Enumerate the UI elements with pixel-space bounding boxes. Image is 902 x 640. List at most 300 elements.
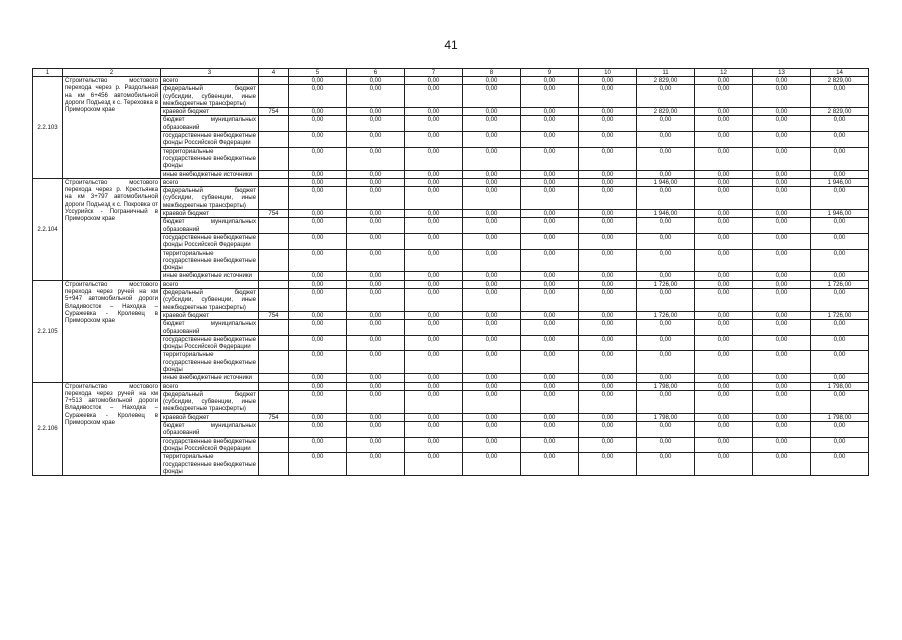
amount-cell: 0,00 bbox=[695, 170, 753, 178]
amount-cell: 0,00 bbox=[695, 187, 753, 210]
amount-cell: 0,00 bbox=[753, 249, 811, 272]
grbs-code bbox=[259, 320, 289, 336]
amount-cell: 1 726,00 bbox=[637, 311, 695, 319]
amount-cell: 1 798,00 bbox=[811, 382, 869, 390]
amount-cell: 0,00 bbox=[753, 77, 811, 85]
column-header: 12 bbox=[695, 69, 753, 77]
amount-cell: 0,00 bbox=[695, 147, 753, 170]
amount-cell: 0,00 bbox=[695, 413, 753, 421]
amount-cell: 0,00 bbox=[811, 233, 869, 249]
amount-cell: 0,00 bbox=[405, 233, 463, 249]
grbs-code bbox=[259, 132, 289, 148]
amount-cell: 1 946,00 bbox=[811, 178, 869, 186]
amount-cell: 0,00 bbox=[347, 289, 405, 312]
amount-cell: 0,00 bbox=[637, 187, 695, 210]
amount-cell: 0,00 bbox=[347, 233, 405, 249]
amount-cell: 0,00 bbox=[753, 280, 811, 288]
funding-source: иные внебюджетные источники bbox=[161, 170, 259, 178]
grbs-code bbox=[259, 272, 289, 280]
grbs-code bbox=[259, 422, 289, 438]
amount-cell: 0,00 bbox=[405, 374, 463, 382]
amount-cell: 0,00 bbox=[753, 311, 811, 319]
amount-cell: 0,00 bbox=[405, 132, 463, 148]
funding-source: иные внебюджетные источники bbox=[161, 272, 259, 280]
amount-cell: 0,00 bbox=[289, 413, 347, 421]
amount-cell: 0,00 bbox=[463, 147, 521, 170]
amount-cell: 0,00 bbox=[405, 280, 463, 288]
amount-cell: 0,00 bbox=[521, 249, 579, 272]
amount-cell: 0,00 bbox=[289, 289, 347, 312]
grbs-code: 754 bbox=[259, 311, 289, 319]
amount-cell: 0,00 bbox=[405, 147, 463, 170]
amount-cell: 0,00 bbox=[579, 437, 637, 453]
amount-cell: 0,00 bbox=[521, 437, 579, 453]
amount-cell: 0,00 bbox=[521, 311, 579, 319]
amount-cell: 0,00 bbox=[289, 320, 347, 336]
amount-cell: 0,00 bbox=[579, 249, 637, 272]
amount-cell: 0,00 bbox=[405, 320, 463, 336]
budget-table bbox=[32, 68, 869, 476]
funding-source: краевой бюджет bbox=[161, 413, 259, 421]
amount-cell: 0,00 bbox=[405, 335, 463, 351]
amount-cell: 0,00 bbox=[405, 108, 463, 116]
amount-cell: 0,00 bbox=[405, 351, 463, 374]
amount-cell: 0,00 bbox=[753, 233, 811, 249]
amount-cell: 0,00 bbox=[405, 210, 463, 218]
amount-cell: 0,00 bbox=[463, 289, 521, 312]
amount-cell: 0,00 bbox=[289, 335, 347, 351]
project-code: 2.2.106 bbox=[33, 382, 63, 476]
amount-cell: 0,00 bbox=[521, 147, 579, 170]
funding-source: федеральный бюджет (субсидии, субвенции, иные межбюджетные трансферты) bbox=[161, 85, 259, 108]
table-row bbox=[33, 77, 869, 85]
amount-cell: 0,00 bbox=[289, 233, 347, 249]
amount-cell: 0,00 bbox=[405, 390, 463, 413]
amount-cell: 0,00 bbox=[695, 132, 753, 148]
amount-cell: 0,00 bbox=[521, 116, 579, 132]
amount-cell: 0,00 bbox=[811, 374, 869, 382]
amount-cell: 0,00 bbox=[521, 170, 579, 178]
amount-cell: 0,00 bbox=[753, 272, 811, 280]
amount-cell: 0,00 bbox=[695, 108, 753, 116]
amount-cell: 0,00 bbox=[695, 85, 753, 108]
amount-cell: 0,00 bbox=[695, 335, 753, 351]
amount-cell: 0,00 bbox=[695, 249, 753, 272]
grbs-code bbox=[259, 187, 289, 210]
amount-cell: 0,00 bbox=[811, 147, 869, 170]
amount-cell: 0,00 bbox=[637, 374, 695, 382]
funding-source: территориальные государственные внебюджетные фонды bbox=[161, 147, 259, 170]
column-header: 1 bbox=[33, 69, 63, 77]
amount-cell: 0,00 bbox=[289, 390, 347, 413]
amount-cell: 0,00 bbox=[579, 147, 637, 170]
amount-cell: 0,00 bbox=[695, 289, 753, 312]
amount-cell: 0,00 bbox=[521, 280, 579, 288]
project-code: 2.2.103 bbox=[33, 77, 63, 179]
amount-cell: 0,00 bbox=[579, 289, 637, 312]
amount-cell: 0,00 bbox=[289, 108, 347, 116]
amount-cell: 0,00 bbox=[811, 453, 869, 476]
column-header: 3 bbox=[161, 69, 259, 77]
amount-cell: 0,00 bbox=[347, 374, 405, 382]
grbs-code bbox=[259, 77, 289, 85]
amount-cell: 0,00 bbox=[811, 187, 869, 210]
amount-cell: 0,00 bbox=[347, 311, 405, 319]
amount-cell: 0,00 bbox=[753, 374, 811, 382]
amount-cell: 0,00 bbox=[405, 422, 463, 438]
amount-cell: 0,00 bbox=[521, 374, 579, 382]
amount-cell: 0,00 bbox=[289, 187, 347, 210]
amount-cell: 0,00 bbox=[347, 77, 405, 85]
amount-cell: 0,00 bbox=[637, 170, 695, 178]
amount-cell: 0,00 bbox=[579, 413, 637, 421]
amount-cell: 0,00 bbox=[637, 233, 695, 249]
column-header: 5 bbox=[289, 69, 347, 77]
amount-cell: 0,00 bbox=[753, 116, 811, 132]
amount-cell: 0,00 bbox=[637, 390, 695, 413]
funding-source: государственные внебюджетные фонды Российской Федерации bbox=[161, 132, 259, 148]
amount-cell: 0,00 bbox=[463, 453, 521, 476]
amount-cell: 1 726,00 bbox=[811, 280, 869, 288]
amount-cell: 0,00 bbox=[579, 77, 637, 85]
column-header: 9 bbox=[521, 69, 579, 77]
amount-cell: 0,00 bbox=[579, 132, 637, 148]
amount-cell: 0,00 bbox=[637, 351, 695, 374]
funding-source: всего bbox=[161, 77, 259, 85]
project-name: Строительство мостового перехода через ручей на км 5+947 автомобильной дороги Владивосток – Находка – Суражевка - Кролевец в Приморском крае bbox=[63, 280, 161, 382]
amount-cell: 0,00 bbox=[811, 218, 869, 234]
amount-cell: 0,00 bbox=[347, 413, 405, 421]
amount-cell: 0,00 bbox=[521, 351, 579, 374]
amount-cell: 0,00 bbox=[347, 108, 405, 116]
amount-cell: 0,00 bbox=[405, 218, 463, 234]
amount-cell: 0,00 bbox=[463, 77, 521, 85]
grbs-code bbox=[259, 280, 289, 288]
amount-cell: 1 726,00 bbox=[811, 311, 869, 319]
amount-cell: 0,00 bbox=[753, 390, 811, 413]
amount-cell: 1 946,00 bbox=[637, 210, 695, 218]
amount-cell: 0,00 bbox=[695, 453, 753, 476]
project-code: 2.2.104 bbox=[33, 178, 63, 280]
amount-cell: 0,00 bbox=[637, 272, 695, 280]
amount-cell: 0,00 bbox=[753, 132, 811, 148]
amount-cell: 0,00 bbox=[753, 85, 811, 108]
amount-cell: 0,00 bbox=[695, 437, 753, 453]
funding-source: всего bbox=[161, 178, 259, 186]
amount-cell: 0,00 bbox=[463, 116, 521, 132]
project-name: Строительство мостового перехода через р. Раздольная на км 6+456 автомобильной дороги Подъезд к с. Тереховка в Приморском крае bbox=[63, 77, 161, 179]
amount-cell: 0,00 bbox=[753, 351, 811, 374]
amount-cell: 0,00 bbox=[463, 351, 521, 374]
amount-cell: 0,00 bbox=[637, 116, 695, 132]
column-header: 2 bbox=[63, 69, 161, 77]
amount-cell: 0,00 bbox=[637, 335, 695, 351]
amount-cell: 0,00 bbox=[521, 77, 579, 85]
amount-cell: 0,00 bbox=[695, 390, 753, 413]
grbs-code bbox=[259, 249, 289, 272]
amount-cell: 0,00 bbox=[463, 422, 521, 438]
amount-cell: 0,00 bbox=[521, 289, 579, 312]
amount-cell: 0,00 bbox=[521, 233, 579, 249]
amount-cell: 0,00 bbox=[811, 351, 869, 374]
amount-cell: 0,00 bbox=[521, 382, 579, 390]
grbs-code: 754 bbox=[259, 413, 289, 421]
amount-cell: 0,00 bbox=[463, 233, 521, 249]
amount-cell: 0,00 bbox=[463, 170, 521, 178]
amount-cell: 0,00 bbox=[289, 311, 347, 319]
funding-source: бюджет муниципальных образований bbox=[161, 116, 259, 132]
amount-cell: 0,00 bbox=[521, 210, 579, 218]
amount-cell: 1 946,00 bbox=[637, 178, 695, 186]
amount-cell: 0,00 bbox=[289, 272, 347, 280]
amount-cell: 0,00 bbox=[347, 280, 405, 288]
amount-cell: 2 829,00 bbox=[811, 108, 869, 116]
amount-cell: 0,00 bbox=[811, 272, 869, 280]
column-header: 10 bbox=[579, 69, 637, 77]
amount-cell: 0,00 bbox=[811, 422, 869, 438]
amount-cell: 0,00 bbox=[463, 210, 521, 218]
amount-cell: 0,00 bbox=[521, 422, 579, 438]
funding-source: государственные внебюджетные фонды Российской Федерации bbox=[161, 437, 259, 453]
amount-cell: 0,00 bbox=[579, 280, 637, 288]
column-header: 14 bbox=[811, 69, 869, 77]
amount-cell: 0,00 bbox=[695, 311, 753, 319]
amount-cell: 0,00 bbox=[695, 422, 753, 438]
grbs-code bbox=[259, 374, 289, 382]
amount-cell: 0,00 bbox=[347, 170, 405, 178]
amount-cell: 0,00 bbox=[347, 351, 405, 374]
page-number: 41 bbox=[444, 38, 458, 52]
grbs-code bbox=[259, 289, 289, 312]
amount-cell: 0,00 bbox=[753, 335, 811, 351]
amount-cell: 0,00 bbox=[347, 335, 405, 351]
amount-cell: 0,00 bbox=[521, 108, 579, 116]
amount-cell: 0,00 bbox=[347, 187, 405, 210]
amount-cell: 0,00 bbox=[811, 289, 869, 312]
grbs-code bbox=[259, 335, 289, 351]
amount-cell: 0,00 bbox=[753, 437, 811, 453]
amount-cell: 0,00 bbox=[463, 335, 521, 351]
amount-cell: 0,00 bbox=[289, 77, 347, 85]
amount-cell: 0,00 bbox=[289, 351, 347, 374]
grbs-code bbox=[259, 85, 289, 108]
amount-cell: 0,00 bbox=[811, 390, 869, 413]
amount-cell: 0,00 bbox=[347, 178, 405, 186]
funding-source: бюджет муниципальных образований bbox=[161, 320, 259, 336]
amount-cell: 0,00 bbox=[695, 77, 753, 85]
amount-cell: 0,00 bbox=[753, 147, 811, 170]
amount-cell: 1 798,00 bbox=[637, 413, 695, 421]
amount-cell: 0,00 bbox=[347, 147, 405, 170]
amount-cell: 0,00 bbox=[289, 170, 347, 178]
grbs-code bbox=[259, 453, 289, 476]
amount-cell: 0,00 bbox=[463, 320, 521, 336]
funding-source: территориальные государственные внебюджетные фонды bbox=[161, 453, 259, 476]
amount-cell: 0,00 bbox=[695, 218, 753, 234]
table-row bbox=[33, 280, 869, 288]
amount-cell: 0,00 bbox=[579, 390, 637, 413]
grbs-code bbox=[259, 233, 289, 249]
grbs-code: 754 bbox=[259, 108, 289, 116]
amount-cell: 0,00 bbox=[753, 108, 811, 116]
table-row bbox=[33, 178, 869, 186]
amount-cell: 0,00 bbox=[289, 210, 347, 218]
grbs-code bbox=[259, 390, 289, 413]
amount-cell: 0,00 bbox=[521, 413, 579, 421]
amount-cell: 0,00 bbox=[289, 374, 347, 382]
amount-cell: 0,00 bbox=[289, 422, 347, 438]
amount-cell: 0,00 bbox=[347, 437, 405, 453]
amount-cell: 0,00 bbox=[289, 249, 347, 272]
grbs-code bbox=[259, 170, 289, 178]
amount-cell: 0,00 bbox=[405, 311, 463, 319]
column-header: 11 bbox=[637, 69, 695, 77]
amount-cell: 0,00 bbox=[289, 147, 347, 170]
amount-cell: 0,00 bbox=[637, 422, 695, 438]
amount-cell: 0,00 bbox=[463, 437, 521, 453]
amount-cell: 0,00 bbox=[521, 218, 579, 234]
amount-cell: 1 798,00 bbox=[637, 382, 695, 390]
amount-cell: 0,00 bbox=[579, 311, 637, 319]
amount-cell: 0,00 bbox=[463, 374, 521, 382]
amount-cell: 0,00 bbox=[405, 249, 463, 272]
amount-cell: 0,00 bbox=[347, 453, 405, 476]
amount-cell: 0,00 bbox=[579, 272, 637, 280]
funding-source: всего bbox=[161, 280, 259, 288]
grbs-code bbox=[259, 218, 289, 234]
amount-cell: 0,00 bbox=[289, 437, 347, 453]
amount-cell: 0,00 bbox=[753, 170, 811, 178]
funding-source: краевой бюджет bbox=[161, 210, 259, 218]
funding-source: государственные внебюджетные фонды Российской Федерации bbox=[161, 335, 259, 351]
amount-cell: 0,00 bbox=[521, 85, 579, 108]
amount-cell: 0,00 bbox=[637, 289, 695, 312]
amount-cell: 1 798,00 bbox=[811, 413, 869, 421]
amount-cell: 2 829,00 bbox=[811, 77, 869, 85]
funding-source: федеральный бюджет (субсидии, субвенции, иные межбюджетные трансферты) bbox=[161, 390, 259, 413]
amount-cell: 0,00 bbox=[637, 147, 695, 170]
amount-cell: 0,00 bbox=[753, 413, 811, 421]
amount-cell: 0,00 bbox=[753, 187, 811, 210]
amount-cell: 0,00 bbox=[347, 249, 405, 272]
amount-cell: 0,00 bbox=[695, 210, 753, 218]
amount-cell: 0,00 bbox=[289, 218, 347, 234]
amount-cell: 0,00 bbox=[463, 187, 521, 210]
amount-cell: 0,00 bbox=[579, 335, 637, 351]
amount-cell: 0,00 bbox=[811, 335, 869, 351]
amount-cell: 0,00 bbox=[405, 85, 463, 108]
amount-cell: 0,00 bbox=[289, 178, 347, 186]
funding-source: федеральный бюджет (субсидии, субвенции, иные межбюджетные трансферты) bbox=[161, 289, 259, 312]
amount-cell: 0,00 bbox=[289, 116, 347, 132]
amount-cell: 0,00 bbox=[521, 272, 579, 280]
funding-source: бюджет муниципальных образований bbox=[161, 218, 259, 234]
amount-cell: 0,00 bbox=[347, 390, 405, 413]
amount-cell: 0,00 bbox=[463, 218, 521, 234]
amount-cell: 0,00 bbox=[695, 116, 753, 132]
table-row bbox=[33, 382, 869, 390]
amount-cell: 0,00 bbox=[637, 218, 695, 234]
amount-cell: 0,00 bbox=[463, 132, 521, 148]
funding-source: территориальные государственные внебюджетные фонды bbox=[161, 351, 259, 374]
amount-cell: 0,00 bbox=[405, 382, 463, 390]
amount-cell: 0,00 bbox=[289, 85, 347, 108]
amount-cell: 0,00 bbox=[347, 210, 405, 218]
amount-cell: 1 726,00 bbox=[637, 280, 695, 288]
amount-cell: 0,00 bbox=[579, 382, 637, 390]
amount-cell: 0,00 bbox=[753, 382, 811, 390]
amount-cell: 0,00 bbox=[463, 280, 521, 288]
amount-cell: 0,00 bbox=[579, 187, 637, 210]
amount-cell: 0,00 bbox=[521, 335, 579, 351]
amount-cell: 0,00 bbox=[463, 85, 521, 108]
amount-cell: 0,00 bbox=[463, 390, 521, 413]
amount-cell: 0,00 bbox=[463, 272, 521, 280]
amount-cell: 0,00 bbox=[579, 178, 637, 186]
amount-cell: 0,00 bbox=[579, 170, 637, 178]
amount-cell: 0,00 bbox=[579, 233, 637, 249]
amount-cell: 0,00 bbox=[405, 453, 463, 476]
funding-source: бюджет муниципальных образований bbox=[161, 422, 259, 438]
project-name: Строительство мостового перехода через р. Крестьянка на км 3+797 автомобильной дороги Подъезд к с. Покровка от Уссурийск - Пограничный в Приморском крае bbox=[63, 178, 161, 280]
amount-cell: 0,00 bbox=[579, 422, 637, 438]
amount-cell: 0,00 bbox=[405, 187, 463, 210]
amount-cell: 0,00 bbox=[579, 210, 637, 218]
amount-cell: 0,00 bbox=[695, 351, 753, 374]
column-header: 4 bbox=[259, 69, 289, 77]
amount-cell: 0,00 bbox=[521, 320, 579, 336]
amount-cell: 0,00 bbox=[347, 272, 405, 280]
amount-cell: 0,00 bbox=[695, 178, 753, 186]
amount-cell: 0,00 bbox=[579, 320, 637, 336]
amount-cell: 0,00 bbox=[695, 382, 753, 390]
amount-cell: 0,00 bbox=[463, 108, 521, 116]
amount-cell: 0,00 bbox=[753, 178, 811, 186]
amount-cell: 0,00 bbox=[521, 132, 579, 148]
amount-cell: 0,00 bbox=[811, 320, 869, 336]
amount-cell: 0,00 bbox=[811, 85, 869, 108]
grbs-code bbox=[259, 116, 289, 132]
amount-cell: 0,00 bbox=[405, 272, 463, 280]
grbs-code bbox=[259, 147, 289, 170]
amount-cell: 0,00 bbox=[695, 320, 753, 336]
amount-cell: 0,00 bbox=[405, 178, 463, 186]
amount-cell: 0,00 bbox=[521, 178, 579, 186]
amount-cell: 0,00 bbox=[289, 382, 347, 390]
amount-cell: 0,00 bbox=[521, 453, 579, 476]
column-header: 8 bbox=[463, 69, 521, 77]
amount-cell: 0,00 bbox=[753, 320, 811, 336]
amount-cell: 0,00 bbox=[811, 249, 869, 272]
amount-cell: 1 946,00 bbox=[811, 210, 869, 218]
project-code: 2.2.105 bbox=[33, 280, 63, 382]
amount-cell: 0,00 bbox=[637, 249, 695, 272]
amount-cell: 0,00 bbox=[753, 422, 811, 438]
grbs-code: 754 bbox=[259, 210, 289, 218]
amount-cell: 0,00 bbox=[695, 233, 753, 249]
amount-cell: 0,00 bbox=[695, 374, 753, 382]
amount-cell: 0,00 bbox=[637, 453, 695, 476]
amount-cell: 0,00 bbox=[811, 132, 869, 148]
amount-cell: 0,00 bbox=[521, 390, 579, 413]
amount-cell: 0,00 bbox=[463, 382, 521, 390]
amount-cell: 0,00 bbox=[637, 132, 695, 148]
amount-cell: 2 829,00 bbox=[637, 77, 695, 85]
amount-cell: 0,00 bbox=[753, 289, 811, 312]
amount-cell: 0,00 bbox=[405, 413, 463, 421]
grbs-code bbox=[259, 351, 289, 374]
amount-cell: 0,00 bbox=[347, 85, 405, 108]
